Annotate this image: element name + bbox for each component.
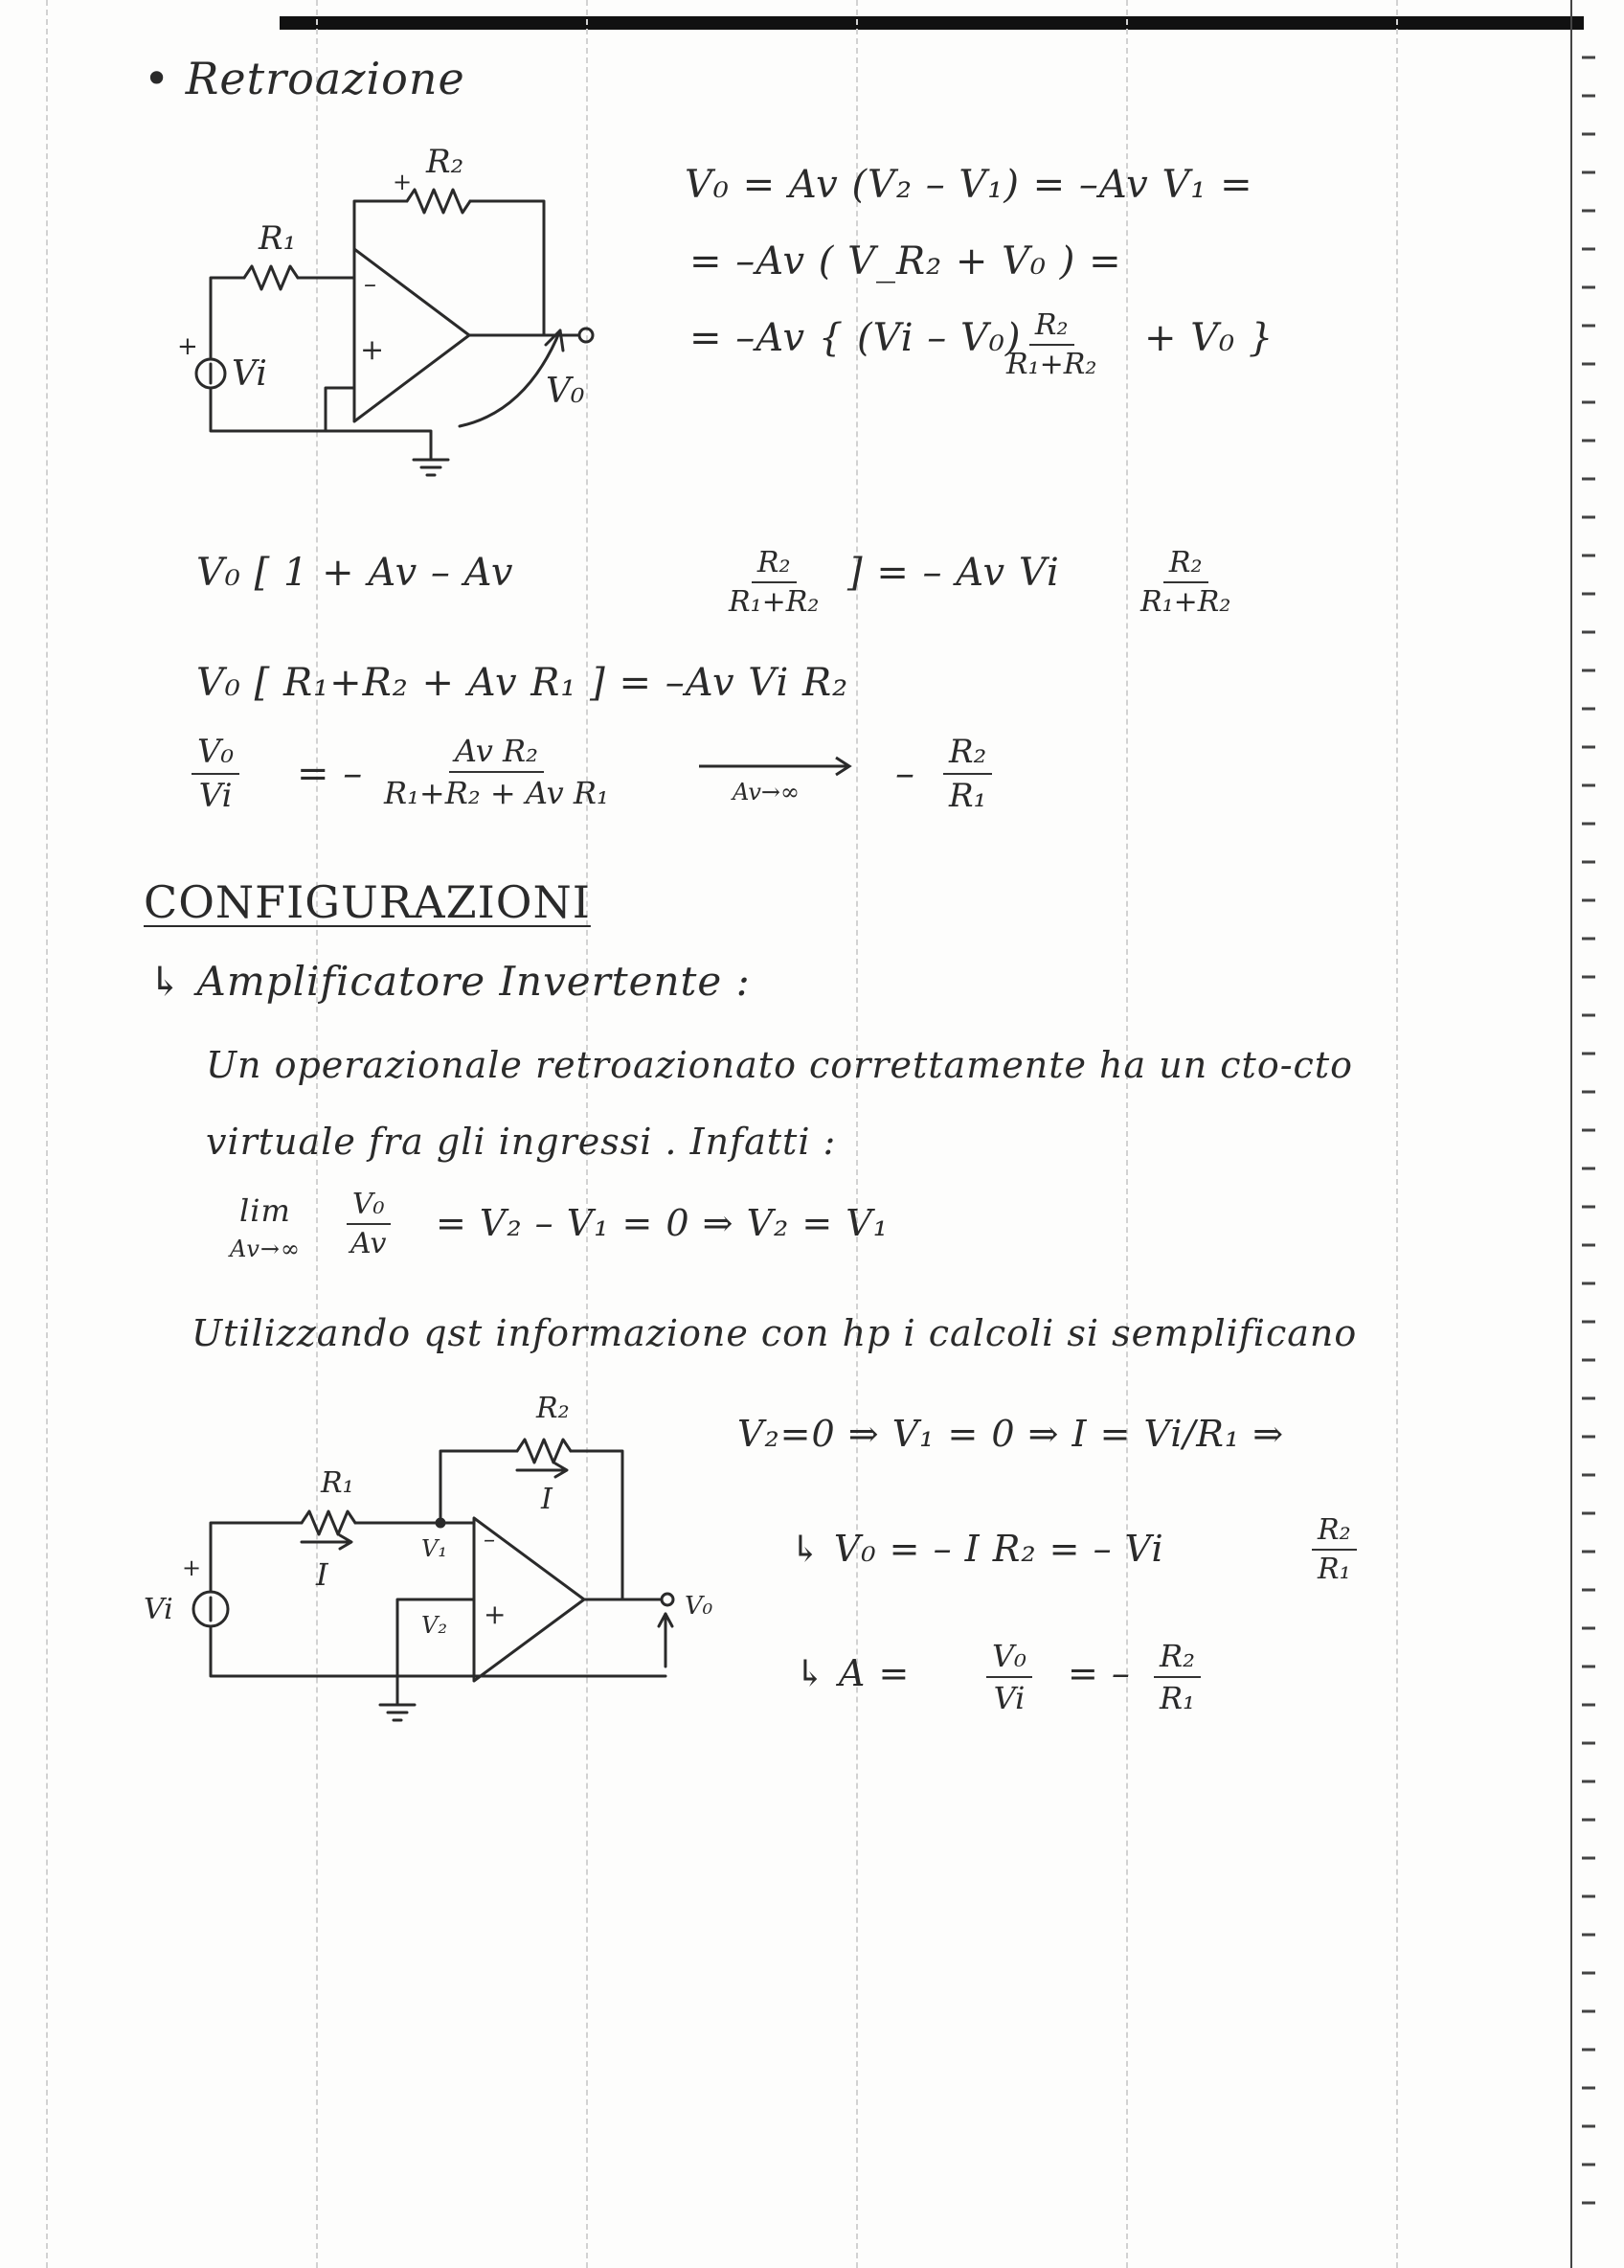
fraction-numerator: R₂	[752, 546, 797, 583]
v1-label: V₁	[421, 1535, 447, 1562]
fraction-denominator: R₁+R₂	[729, 585, 820, 619]
limit-arrow	[694, 752, 857, 809]
minus-label: –	[484, 1526, 495, 1553]
eq2-line1-mid: ] = – Av Vi	[847, 551, 1060, 595]
r1-label: R₁	[321, 1466, 354, 1500]
eq2-line3-lhs	[192, 733, 239, 815]
subsection-heading: ↳ Amplificatore Invertente :	[148, 958, 751, 1005]
section-heading: CONFIGURAZIONI	[144, 876, 591, 928]
right-margin-line	[1570, 0, 1572, 2268]
eq1-line3-prefix: = –Av { (Vi – V₀)	[689, 316, 1022, 360]
edge-tick-marks	[1580, 38, 1597, 2241]
vi-label: Vi	[144, 1593, 173, 1626]
eq2-line3-result	[943, 733, 992, 815]
eq1-line3-suffix: + V₀ }	[1144, 316, 1274, 360]
resistor-r2	[517, 1440, 571, 1463]
r2-plus-label: +	[393, 169, 413, 195]
plus-label: +	[484, 1599, 507, 1630]
eq2-line3-result-sign: –	[895, 752, 915, 796]
r2-label: R₂	[426, 143, 464, 181]
fraction-numerator: R₂	[1029, 308, 1074, 346]
eq2-line3-eq: = –	[297, 752, 364, 796]
fraction-numerator: R₂	[1163, 546, 1208, 583]
grid-line	[1126, 0, 1128, 2268]
i2-label: I	[541, 1483, 553, 1516]
page-title	[144, 53, 465, 104]
grid-line	[46, 0, 48, 2268]
resistor-r2	[407, 190, 470, 213]
eq3-line3-fraction	[986, 1638, 1032, 1716]
vo-label: V₀	[685, 1592, 713, 1621]
top-border-bar	[280, 16, 1584, 30]
paragraph-line2: virtuale fra gli ingressi . Infatti :	[206, 1121, 837, 1163]
eq3-line2-prefix: ↳ V₀ = – I R₂ = – Vi	[790, 1528, 1164, 1570]
v2-label: V₂	[421, 1612, 447, 1639]
vo-label: V₀	[546, 372, 585, 411]
limit-rest: = V₂ – V₁ = 0 ⇒ V₂ = V₁	[436, 1202, 889, 1244]
eq3-line3-fraction2	[1154, 1638, 1201, 1716]
fraction-denominator: Av	[350, 1227, 387, 1260]
fraction-numerator: V₀	[192, 733, 239, 775]
fraction-denominator: R₁+R₂	[1140, 585, 1231, 619]
paragraph-line4: Utilizzando qst informazione con hp i calcoli si semplificano	[192, 1312, 1358, 1354]
i1-label: I	[316, 1556, 328, 1593]
eq2-line1-prefix: V₀ [ 1 + Av – Av	[196, 551, 514, 595]
eq2-line1-fraction	[723, 546, 824, 619]
r1-label: R₁	[259, 219, 297, 258]
grid-line	[1396, 0, 1398, 2268]
eq2-line2: V₀ [ R₁+R₂ + Av R₁ ] = –Av Vi R₂	[196, 661, 849, 705]
eq2-line1-fraction2	[1135, 546, 1236, 619]
bullet-dot: •	[144, 53, 186, 104]
eq3-line3-prefix: ↳ A =	[795, 1652, 911, 1694]
source-plus-label: +	[177, 332, 198, 361]
eq1-line3-fraction	[1001, 308, 1102, 381]
fraction-denominator: R₁	[949, 777, 987, 815]
minus-label: –	[364, 270, 376, 299]
eq2-line3-fraction	[378, 733, 615, 811]
source-plus-label: +	[182, 1554, 202, 1581]
limit-fraction	[345, 1188, 392, 1260]
eq3-line1: V₂=0 ⇒ V₁ = 0 ⇒ I = Vi/R₁ ⇒	[737, 1413, 1285, 1455]
plus-label: +	[360, 333, 385, 367]
r2-label: R₂	[536, 1392, 570, 1425]
fraction-denominator: Vi	[993, 1680, 1026, 1716]
limit-subscript: Av→∞	[230, 1236, 302, 1262]
feedback-circuit-diagram	[153, 134, 632, 498]
fraction-numerator: V₀	[986, 1638, 1032, 1678]
resistor-r1	[302, 1511, 355, 1534]
resistor-r1	[244, 266, 298, 289]
limit-word: lim	[239, 1192, 291, 1229]
fraction-numerator: V₀	[347, 1188, 391, 1225]
inverting-amplifier-diagram	[134, 1379, 713, 1743]
fraction-numerator: R₂	[943, 733, 992, 775]
fraction-denominator: Vi	[198, 777, 233, 815]
eq1-line2: = –Av ( V_R₂ + V₀ ) =	[689, 239, 1122, 284]
output-terminal	[662, 1594, 673, 1605]
eq1-line1: V₀ = Av (V₂ – V₁) = –Av V₁ =	[685, 163, 1253, 207]
eq3-line2-fraction	[1312, 1513, 1357, 1586]
paragraph-line1: Un operazionale retroazionato correttamente ha un cto-cto	[206, 1044, 1353, 1086]
output-terminal	[579, 329, 593, 342]
limit-label: Av→∞	[733, 779, 801, 805]
fraction-denominator: R₁	[1160, 1680, 1195, 1716]
fraction-numerator: R₂	[1312, 1513, 1357, 1551]
fraction-denominator: R₁+R₂	[1006, 348, 1097, 381]
fraction-denominator: R₁+R₂ + Av R₁	[384, 775, 609, 811]
fraction-numerator: Av R₂	[449, 733, 544, 773]
eq3-line3-mid: = –	[1068, 1652, 1131, 1694]
fraction-numerator: R₂	[1154, 1638, 1201, 1678]
fraction-denominator: R₁	[1318, 1553, 1351, 1586]
vi-label: Vi	[232, 354, 267, 394]
title-text: Retroazione	[185, 53, 465, 104]
